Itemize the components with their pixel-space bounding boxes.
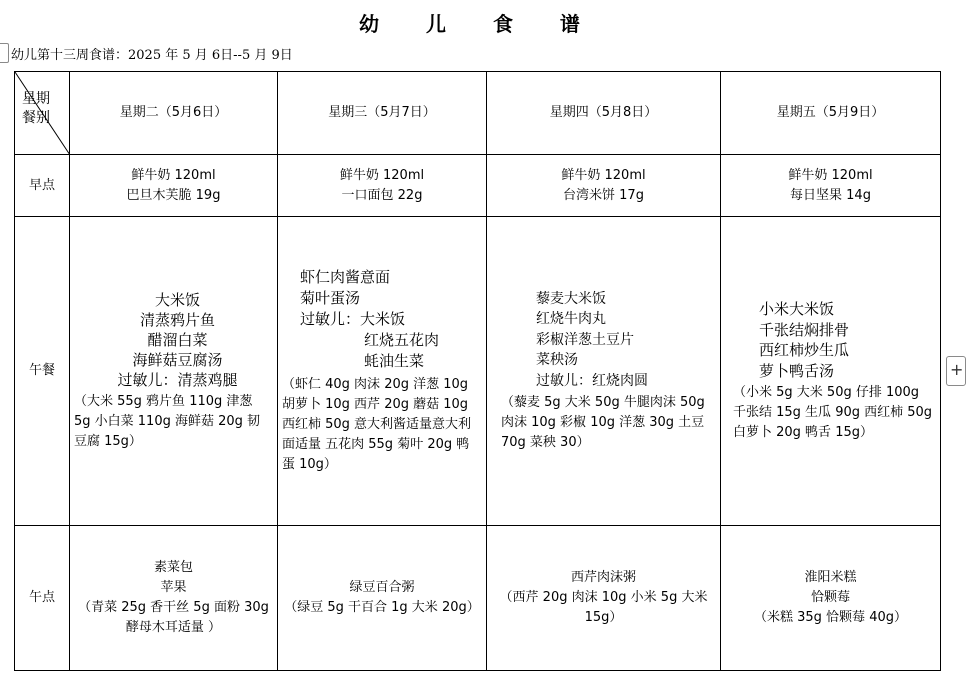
lunch-dish: 菜秧汤 bbox=[536, 352, 578, 369]
lunch-cell-thursday bbox=[487, 217, 721, 526]
lunch-dish: 虾仁肉酱意面 bbox=[300, 268, 391, 286]
breakfast-item: 鲜牛奶 120ml bbox=[339, 167, 425, 183]
breakfast-cell-friday bbox=[721, 155, 941, 217]
snack-ingredients: （青菜 25g 香干丝 5g 面粉 30g 酵母木耳适量 ） bbox=[78, 600, 269, 635]
lunch-dish: 千张结焖排骨 bbox=[759, 320, 850, 339]
breakfast-item: 鲜牛奶 120ml bbox=[131, 167, 216, 183]
table-move-handle[interactable] bbox=[0, 43, 9, 63]
snack-item: 淮阳米糕 bbox=[804, 570, 857, 585]
table-row-snack bbox=[15, 526, 941, 671]
breakfast-item: 台湾米饼 17g bbox=[563, 187, 644, 203]
week-subtitle: 幼儿第十三周食谱：2025 年 5 月 6日--5 月 9日 bbox=[11, 48, 293, 63]
snack-item: 素菜包 bbox=[153, 560, 193, 575]
snack-ingredients: （米糕 35g 恰颗莓 40g） bbox=[754, 610, 907, 625]
breakfast-cell-tuesday bbox=[70, 155, 278, 217]
snack-item: 绿豆百合粥 bbox=[349, 580, 415, 595]
lunch-allergy-dish: 过敏儿：大米饭 bbox=[300, 310, 406, 328]
lunch-cell-wednesday bbox=[278, 217, 487, 526]
meal-label-snack: 午点 bbox=[15, 526, 70, 671]
corner-label-weekday: 星期 bbox=[22, 91, 50, 107]
lunch-dish: 菊叶蛋汤 bbox=[300, 289, 361, 307]
corner-cell bbox=[15, 72, 70, 155]
lunch-allergy-dish: 过敏儿：红烧肉圆 bbox=[536, 372, 648, 389]
lunch-dish: 醋溜白菜 bbox=[147, 331, 208, 349]
meal-label-lunch: 午餐 bbox=[15, 217, 70, 526]
snack-item: 西芹肉沫粥 bbox=[570, 570, 636, 585]
breakfast-cell-wednesday bbox=[278, 155, 487, 217]
breakfast-item: 一口面包 22g bbox=[341, 187, 423, 203]
snack-ingredients: （西芹 20g 肉沫 10g 小米 5g 大米 15g） bbox=[499, 590, 708, 625]
lunch-allergy-dish: 过敏儿：清蒸鸡腿 bbox=[117, 371, 238, 389]
add-column-icon[interactable]: + bbox=[946, 356, 966, 386]
corner-label-meal: 餐别 bbox=[22, 110, 50, 126]
breakfast-item: 鲜牛奶 120ml bbox=[561, 167, 646, 183]
lunch-ingredients: （大米 55g 鸦片鱼 110g 津葱 5g 小白菜 110g 海鲜菇 20g 韧豆腐 15g） bbox=[74, 394, 261, 449]
menu-table bbox=[14, 71, 941, 671]
lunch-dish: 彩椒洋葱土豆片 bbox=[536, 331, 634, 348]
lunch-ingredients: （小米 5g 大米 50g 仔排 100g 千张结 15g 生瓜 90g 西红柿 50g 白萝卜 20g 鸭舌 15g） bbox=[733, 385, 933, 440]
header-day-wednesday: 星期三（5月7日） bbox=[278, 72, 487, 155]
lunch-dish: 海鲜菇豆腐汤 bbox=[132, 351, 223, 369]
snack-cell-wednesday bbox=[278, 526, 487, 671]
lunch-dish: 藜麦大米饭 bbox=[536, 290, 606, 307]
lunch-dish: 红烧牛肉丸 bbox=[536, 311, 606, 328]
lunch-allergy-dish: 蚝油生菜 bbox=[364, 352, 425, 370]
table-header-row bbox=[15, 72, 941, 155]
table-row-breakfast bbox=[15, 155, 941, 217]
snack-cell-thursday bbox=[487, 526, 721, 671]
corner-label bbox=[22, 90, 50, 128]
breakfast-item: 鲜牛奶 120ml bbox=[788, 167, 873, 183]
lunch-ingredients: （藜麦 5g 大米 50g 牛腿肉沫 50g 肉沫 10g 彩椒 10g 洋葱 30g 土豆 70g 菜秧 30） bbox=[501, 395, 705, 451]
lunch-dish: 小米大米饭 bbox=[759, 300, 835, 318]
snack-ingredients: （绿豆 5g 干百合 1g 大米 20g） bbox=[284, 600, 480, 615]
snack-item: 苹果 bbox=[160, 580, 187, 595]
header-day-thursday: 星期四（5月8日） bbox=[487, 72, 721, 155]
breakfast-item: 每日坚果 14g bbox=[790, 187, 871, 203]
meal-label-breakfast: 早点 bbox=[15, 155, 70, 217]
lunch-dish: 大米饭 bbox=[154, 291, 200, 309]
snack-item: 恰颗莓 bbox=[810, 590, 850, 605]
lunch-dish: 萝卜鸭舌汤 bbox=[759, 361, 835, 380]
lunch-cell-tuesday bbox=[70, 217, 278, 526]
page-title: 幼 儿 食 谱 bbox=[359, 12, 600, 36]
breakfast-cell-thursday bbox=[487, 155, 721, 217]
lunch-ingredients: （虾仁 40g 肉沫 20g 洋葱 10g 胡萝卜 10g 西芹 20g 蘑菇 10g 西红柿 50g 意大利酱适量意大利面适量 五花肉 55g 菊叶 20g 鸭蛋 10g） bbox=[282, 377, 472, 472]
snack-cell-friday bbox=[721, 526, 941, 671]
lunch-allergy-dish: 红烧五花肉 bbox=[364, 331, 440, 349]
table-row-lunch bbox=[15, 217, 941, 526]
header-day-tuesday: 星期二（5月6日） bbox=[70, 72, 278, 155]
snack-cell-tuesday bbox=[70, 526, 278, 671]
lunch-cell-friday bbox=[721, 217, 941, 526]
lunch-dish: 清蒸鸦片鱼 bbox=[139, 311, 215, 329]
breakfast-item: 巴旦木芙脆 19g bbox=[126, 187, 221, 203]
header-day-friday: 星期五（5月9日） bbox=[721, 72, 941, 155]
lunch-dish: 西红柿炒生瓜 bbox=[759, 341, 850, 359]
